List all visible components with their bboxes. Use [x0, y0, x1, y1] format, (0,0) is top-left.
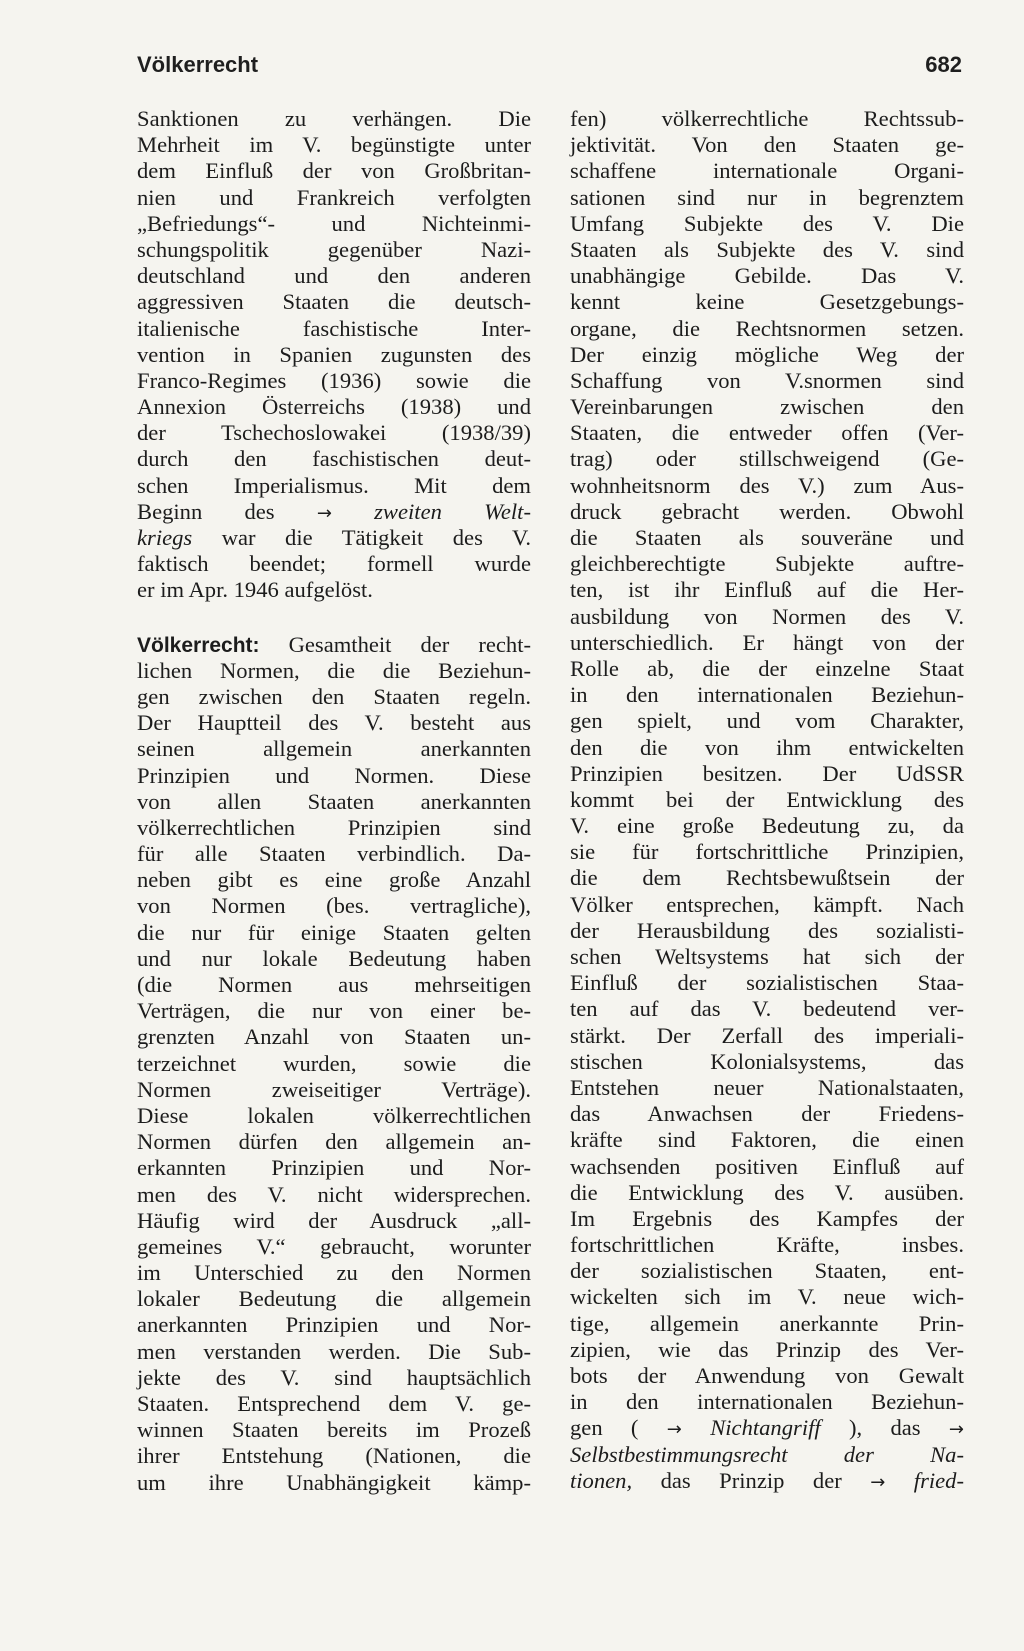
text-line: Staaten, die entweder offen (Ver- [570, 420, 964, 446]
text-line: unabhängige Gebilde. Das V. [570, 263, 964, 289]
text-line: der sozialistischen Staaten, ent- [570, 1258, 964, 1284]
text-line: kommt bei der Entwicklung des [570, 786, 964, 812]
text-line: der Herausbildung des sozialisti- [570, 917, 964, 943]
text-run: war die Tätigkeit des V. [221, 525, 531, 550]
cross-reference-arrow: → [316, 502, 332, 524]
text-line: zipien, wie das Prinzip des Ver- [570, 1336, 964, 1362]
running-header [137, 52, 962, 92]
text-line: bots der Anwendung von Gewalt [570, 1363, 964, 1388]
cross-reference: tionen, [570, 1467, 633, 1493]
text-line: dem Einfluß der von Großbritan- [137, 158, 531, 184]
text-line: Entstehen neuer Nationalstaaten, [570, 1074, 964, 1100]
text-line: erkannten Prinzipien und Nor- [137, 1155, 531, 1181]
text-line: schaffene internationale Organi- [570, 158, 964, 184]
text-line: die nur für einige Staaten gelten [137, 919, 531, 945]
cross-reference: fried- [913, 1467, 964, 1493]
text-run: das Prinzip der [660, 1467, 842, 1493]
text-line: in den internationalen Beziehun- [570, 1389, 964, 1415]
text-line: jekte des V. sind hauptsächlich [137, 1364, 531, 1390]
text-line: vention in Spanien zugunsten des [137, 341, 531, 367]
text-line: gemeines V.“ gebraucht, worunter [137, 1233, 531, 1259]
left-column [137, 106, 531, 1496]
text-line: winnen Staaten bereits im Prozeß [137, 1417, 531, 1443]
text-line: schen Imperialismus. Mit dem [137, 472, 531, 498]
text-line: um ihre Unabhängigkeit kämp- [137, 1469, 531, 1495]
cross-reference-arrow: → [870, 1471, 886, 1493]
text-line: Annexion Österreichs (1938) und [137, 394, 531, 420]
text-line: aggressiven Staaten die deutsch- [137, 289, 531, 315]
text-line: im Unterschied zu den Normen [137, 1260, 531, 1286]
text-line [137, 499, 531, 525]
text-line: schungspolitik gegenüber Nazi- [137, 236, 531, 262]
text-run: Beginn des [137, 498, 275, 524]
text-line: kräfte sind Faktoren, die einen [570, 1127, 964, 1153]
text-run: gen ( [570, 1415, 639, 1441]
text-line: ten auf das V. bedeutend ver- [570, 996, 964, 1022]
text-run: Gesamtheit der recht- [288, 631, 531, 657]
text-line: Völker entsprechen, kämpft. Nach [570, 891, 964, 917]
right-column [570, 106, 964, 1494]
text-line: gen spielt, und vom Charakter, [570, 708, 964, 734]
text-line: völkerrechtlichen Prinzipien sind [137, 814, 531, 840]
text-line: wohnheitsnorm des V.) zum Aus- [570, 472, 964, 498]
text-line: kennt keine Gesetzgebungs- [570, 289, 964, 315]
text-line: sationen sind nur in begrenztem [570, 184, 964, 210]
cross-reference: kriegs [137, 525, 193, 550]
page-number: 682 [925, 52, 962, 77]
text-line [137, 632, 531, 658]
text-line: Umfang Subjekte des V. Die [570, 210, 964, 236]
text-line: lokaler Bedeutung die allgemein [137, 1286, 531, 1312]
text-line: stischen Kolonialsystems, das [570, 1048, 964, 1074]
text-line: tige, allgemein anerkannte Prin- [570, 1310, 964, 1336]
text-line: Im Ergebnis des Kampfes der [570, 1205, 964, 1231]
text-line: er im Apr. 1946 aufgelöst. [137, 577, 373, 603]
text-line: den die von ihm entwickelten [570, 734, 964, 760]
cross-reference-arrow: → [948, 1419, 964, 1441]
text-line [570, 1415, 964, 1441]
text-line [570, 1442, 964, 1468]
cross-reference: zweiten Welt- [374, 498, 531, 524]
text-line: Verträgen, die nur von einer be- [137, 998, 531, 1024]
text-line: Prinzipien besitzen. Der UdSSR [570, 760, 964, 786]
text-line: die Entwicklung des V. ausüben. [570, 1179, 964, 1205]
text-line [137, 525, 531, 551]
text-line: Normen zweiseitiger Verträge). [137, 1076, 531, 1102]
text-line: nien und Frankreich verfolgten [137, 184, 531, 210]
text-line: Vereinbarungen zwischen den [570, 394, 964, 420]
text-line: anerkannten Prinzipien und Nor- [137, 1312, 531, 1338]
text-line: druck gebracht werden. Obwohl [570, 498, 964, 524]
text-line: die dem Rechtsbewußtsein der [570, 865, 964, 891]
cross-reference: Selbstbestimmungsrecht der Na- [570, 1441, 964, 1467]
text-line: Mehrheit im V. begünstigte unter [137, 132, 531, 158]
text-line: die Staaten als souveräne und [570, 525, 964, 550]
text-line: fortschrittlichen Kräfte, insbes. [570, 1232, 964, 1258]
paragraph-gap [137, 604, 531, 632]
text-line: in den internationalen Beziehun- [570, 682, 964, 708]
text-line: ten, ist ihr Einfluß auf die Her- [570, 577, 964, 603]
text-line: trag) oder stillschweigend (Ge- [570, 446, 964, 472]
text-line: faktisch beendet; formell wurde [137, 551, 531, 577]
text-line: organe, die Rechtsnormen setzen. [570, 315, 964, 341]
text-line: „Befriedungs“- und Nichteinmi- [137, 210, 531, 236]
text-line: unterschiedlich. Er hängt von der [570, 629, 964, 655]
text-line: gen zwischen den Staaten regeln. [137, 683, 531, 709]
text-line: seinen allgemein anerkannten [137, 736, 531, 762]
text-line: grenzten Anzahl von Staaten un- [137, 1024, 531, 1050]
text-line: das Anwachsen der Friedens- [570, 1101, 964, 1127]
text-line: Diese lokalen völkerrechtlichen [137, 1102, 531, 1128]
text-line: ihrer Entstehung (Nationen, die [137, 1443, 531, 1469]
text-line: Einfluß der sozialistischen Staa- [570, 970, 964, 996]
text-line: schen Weltsystems hat sich der [570, 944, 964, 969]
text-line: ausbildung von Normen des V. [570, 603, 964, 629]
cross-reference-arrow: → [666, 1419, 682, 1441]
text-line: sie für fortschrittliche Prinzipien, [570, 839, 964, 865]
text-line: Sanktionen zu verhängen. Die [137, 106, 531, 131]
text-line: wachsenden positiven Einfluß auf [570, 1153, 964, 1179]
text-line: Rolle ab, die der einzelne Staat [570, 655, 964, 681]
text-line: lichen Normen, die die Beziehun- [137, 657, 531, 683]
text-line: Der einzig mögliche Weg der [570, 341, 964, 367]
text-line: jektivität. Von den Staaten ge- [570, 132, 964, 158]
text-run: ), das [848, 1415, 921, 1441]
entry-headword: Völkerrecht: [137, 633, 260, 657]
text-line: wickelten sich im V. neue wich- [570, 1284, 964, 1310]
text-line: der Tschechoslowakei (1938/39) [137, 420, 531, 446]
text-line: gleichberechtigte Subjekte auftre- [570, 551, 964, 577]
text-line: Häufig wird der Ausdruck „all- [137, 1207, 531, 1233]
text-line: stärkt. Der Zerfall des imperiali- [570, 1022, 964, 1048]
text-line: Schaffung von V.snormen sind [570, 367, 964, 393]
text-line: von allen Staaten anerkannten [137, 788, 531, 814]
text-line: terzeichnet wurden, sowie die [137, 1050, 531, 1076]
text-line: Franco-Regimes (1936) sowie die [137, 367, 531, 393]
text-line: und nur lokale Bedeutung haben [137, 945, 531, 971]
text-line: fen) völkerrechtliche Rechtssub- [570, 106, 964, 131]
text-line: Staaten. Entsprechend dem V. ge- [137, 1391, 531, 1416]
text-line: (die Normen aus mehrseitigen [137, 972, 531, 997]
text-line: men verstanden werden. Die Sub- [137, 1338, 531, 1364]
text-line [570, 1468, 964, 1494]
text-line: italienische faschistische Inter- [137, 315, 531, 341]
text-line: Normen dürfen den allgemein an- [137, 1129, 531, 1155]
cross-reference: Nichtangriff [710, 1415, 821, 1441]
text-line: Der Hauptteil des V. besteht aus [137, 710, 531, 736]
text-line: men des V. nicht widersprechen. [137, 1181, 531, 1207]
text-line: deutschland und den anderen [137, 263, 531, 289]
text-line: von Normen (bes. vertragliche), [137, 893, 531, 919]
text-line: für alle Staaten verbindlich. Da- [137, 841, 531, 867]
text-line: durch den faschistischen deut- [137, 446, 531, 472]
running-head-title: Völkerrecht [137, 52, 259, 77]
text-line: Prinzipien und Normen. Diese [137, 762, 531, 788]
text-line: V. eine große Bedeutung zu, da [570, 813, 964, 839]
text-line: Staaten als Subjekte des V. sind [570, 236, 964, 262]
text-line: neben gibt es eine große Anzahl [137, 867, 531, 893]
